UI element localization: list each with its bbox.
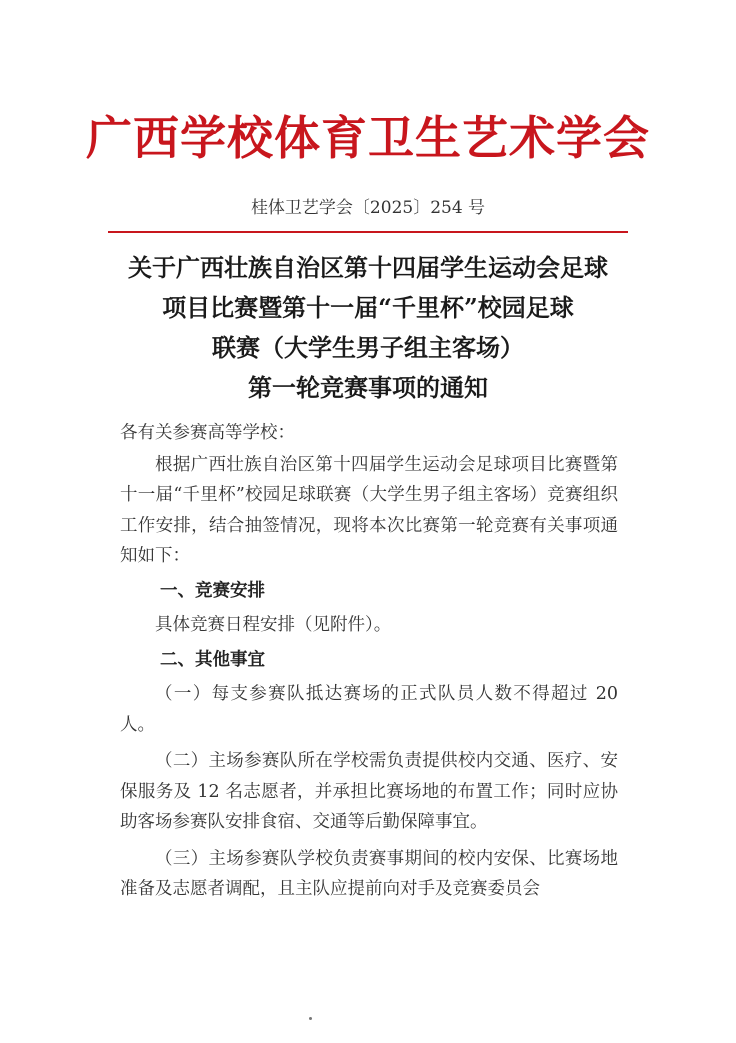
section-1-text: 具体竞赛日程安排（见附件）。: [155, 615, 392, 635]
intro-paragraph: 根据广西壮族自治区第十四届学生运动会足球项目比赛暨第十一届“千里杯”校园足球联赛（大学生男子组主客场）竞赛组织工作安排，结合抽签情况，现将本次比赛第一轮竞赛有关事项通知如下：: [120, 454, 618, 566]
organization-header: 广西学校体育卫生艺术学会: [86, 111, 650, 165]
section-heading-1: 一、竞赛安排: [160, 580, 265, 601]
title-line-1: 关于广西壮族自治区第十四届学生运动会足球: [128, 253, 608, 282]
section-heading-2: 二、其他事宜: [160, 649, 265, 670]
item-2-paragraph: （二）主场参赛队所在学校需负责提供校内交通、医疗、安保服务及 12 名志愿者，并承担比赛场地的布置工作；同时应协助客场参赛队安排食宿、交通等后勤保障事宜。: [120, 751, 618, 832]
header-divider: [108, 231, 628, 233]
title-line-3: 联赛（大学生男子组主客场）: [212, 333, 524, 362]
document-number: 桂体卫艺学会〔2025〕254 号: [250, 198, 486, 218]
document-body: [120, 418, 618, 905]
page-mark: [309, 1017, 312, 1020]
title-line-4: 第一轮竞赛事项的通知: [248, 373, 488, 402]
item-1-paragraph: （一）每支参赛队抵达赛场的正式队员人数不得超过 20 人。: [120, 684, 618, 735]
title-line-2: 项目比赛暨第十一届“千里杯”校园足球: [162, 293, 574, 322]
document-title: [0, 248, 736, 408]
item-3-paragraph: （三）主场参赛队学校负责赛事期间的校内安保、比赛场地准备及志愿者调配，且主队应提前向对手及竞赛委员会: [120, 848, 618, 899]
salutation: 各有关参赛高等学校：: [120, 423, 295, 443]
